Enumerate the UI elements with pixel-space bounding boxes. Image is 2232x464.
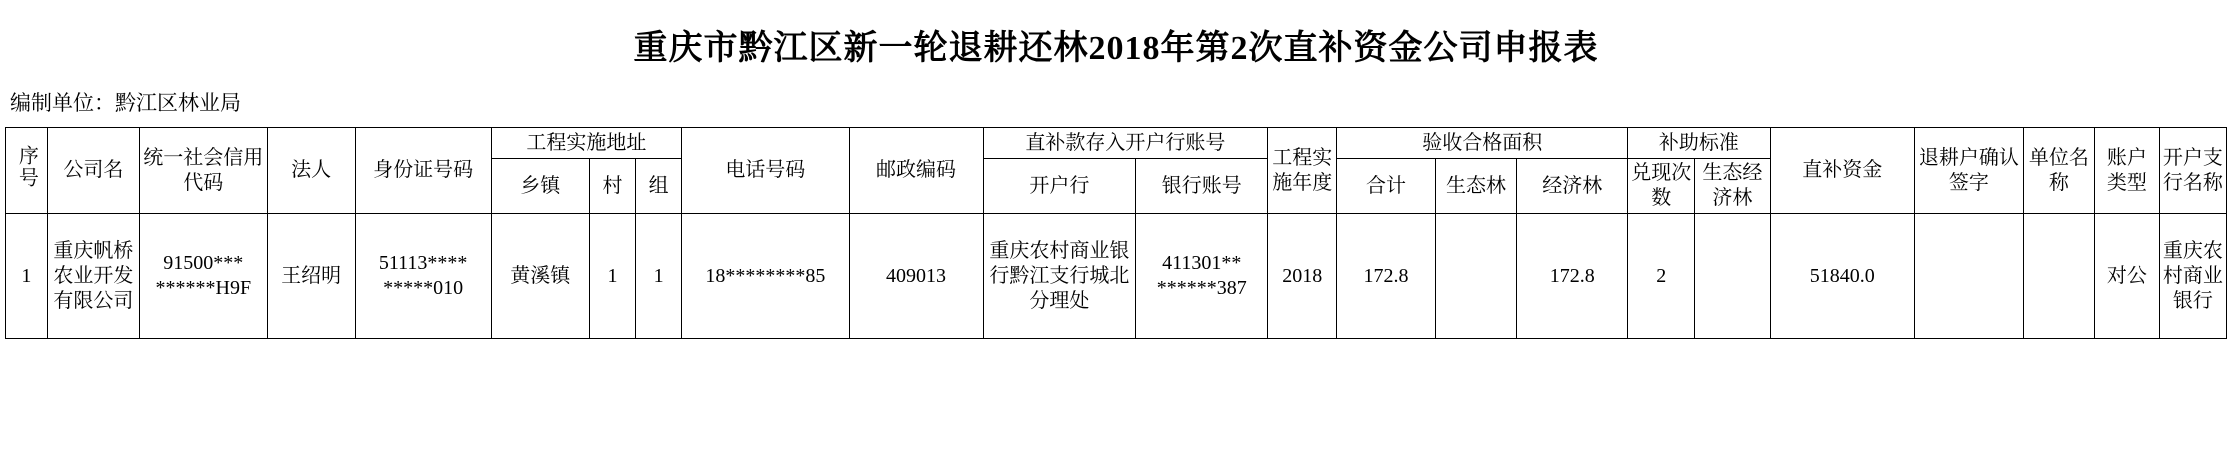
cell-area-eco (1435, 214, 1517, 339)
cell-eco-econ-forest (1695, 214, 1770, 339)
th-township: 乡镇 (491, 159, 589, 214)
cell-bank-account: 411301** ******387 (1136, 214, 1268, 339)
cell-redeem-times: 2 (1628, 214, 1695, 339)
th-company-name: 公司名 (47, 128, 139, 214)
th-account-type: 账户类型 (2094, 128, 2159, 214)
th-accepted-area-group: 验收合格面积 (1337, 128, 1628, 159)
table-row (6, 214, 2227, 339)
cell-bank-branch-name: 重庆农村商业银行 (2159, 214, 2226, 339)
cell-bank-name: 重庆农村商业银行黔江支行城北分理处 (983, 214, 1136, 339)
th-unit-name: 单位名称 (2023, 128, 2094, 214)
compiler-unit-label: 编制单位：黔江区林业局 (10, 91, 241, 115)
cell-project-year: 2018 (1268, 214, 1337, 339)
cell-farmer-sign (1914, 214, 2023, 339)
th-bank-name: 开户行 (983, 159, 1136, 214)
th-credit-code: 统一社会信用代码 (139, 128, 267, 214)
th-area-eco: 生态林 (1435, 159, 1517, 214)
th-project-address-group: 工程实施地址 (491, 128, 681, 159)
cell-account-type: 对公 (2094, 214, 2159, 339)
cell-team: 1 (636, 214, 682, 339)
subsidy-declaration-table (5, 127, 2227, 339)
th-area-total: 合计 (1337, 159, 1435, 214)
th-legal-person: 法人 (267, 128, 355, 214)
th-phone: 电话号码 (682, 128, 849, 214)
th-bank-account: 银行账号 (1136, 159, 1268, 214)
page-title: 重庆市黔江区新一轮退耕还林2018年第2次直补资金公司申报表 (633, 30, 1599, 67)
th-id-number: 身份证号码 (355, 128, 491, 214)
th-area-econ: 经济林 (1517, 159, 1628, 214)
cell-township: 黄溪镇 (491, 214, 589, 339)
cell-legal-person: 王绍明 (267, 214, 355, 339)
th-direct-subsidy: 直补资金 (1770, 128, 1914, 214)
cell-village: 1 (589, 214, 635, 339)
th-village: 村 (589, 159, 635, 214)
th-account-group: 直补款存入开户行账号 (983, 128, 1268, 159)
th-team: 组 (636, 159, 682, 214)
cell-company-name: 重庆帆桥农业开发有限公司 (47, 214, 139, 339)
cell-id-number: 51113**** *****010 (355, 214, 491, 339)
cell-area-econ: 172.8 (1517, 214, 1628, 339)
th-eco-econ-forest: 生态经济林 (1695, 159, 1770, 214)
cell-phone: 18********85 (682, 214, 849, 339)
th-subsidy-standard-group: 补助标准 (1628, 128, 1770, 159)
cell-seq: 1 (6, 214, 48, 339)
th-bank-branch-name: 开户支行名称 (2159, 128, 2226, 214)
th-project-year: 工程实施年度 (1268, 128, 1337, 214)
th-postal-code: 邮政编码 (849, 128, 983, 214)
cell-area-total: 172.8 (1337, 214, 1435, 339)
cell-postal-code: 409013 (849, 214, 983, 339)
th-seq: 序号 (6, 128, 48, 214)
th-farmer-sign: 退耕户确认签字 (1914, 128, 2023, 214)
cell-direct-subsidy: 51840.0 (1770, 214, 1914, 339)
cell-unit-name (2023, 214, 2094, 339)
cell-credit-code: 91500*** ******H9F (139, 214, 267, 339)
th-redeem-times: 兑现次数 (1628, 159, 1695, 214)
